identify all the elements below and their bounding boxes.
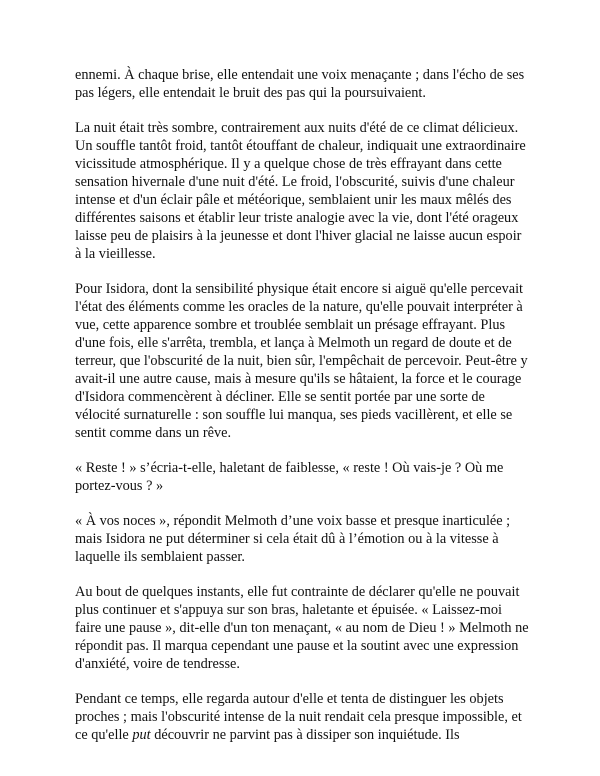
- paragraph-7-italic-word: put: [132, 727, 151, 743]
- paragraph-5: « À vos noces », répondit Melmoth d’une voix basse et presque inarticulée ; mais Isidora ne put déterminer si cela était dû à l’émotion ou à la vitesse à laquelle ils semblaient passer.: [75, 513, 511, 565]
- paragraph-6: Au bout de quelques instants, elle fut contrainte de déclarer qu'elle ne pouvait plus continuer et s'appuya sur son bras, haletante et épuisée. « Laissez-moi faire une pause », dit-elle d'un ton menaçant, « au nom de Dieu ! » Melmoth ne répondit pas. Il marqua cependant une pause et la soutint avec une expression d'anxiété, voire de tendresse.: [75, 584, 529, 672]
- paragraph-2: La nuit était très sombre, contrairement aux nuits d'été de ce climat délicieux. Un souffle tantôt froid, tantôt étouffant de chaleur, indiquait une extraordinaire vicissitude atmosphérique. Il y a quelque chose de très effrayant dans cette sensation hivernale d'une nuit d'été. Le froid, l'obscurité, suivis d'une chaleur intense et d'un éclair pâle et météorique, semblaient unir les maux mêlés des différentes saisons et établir leur triste analogie avec la vie, dont l'été orageux laisse peu de plaisirs à la jeunesse et dont l'hiver glacial ne laisse aucun espoir à la vieillesse.: [75, 120, 526, 262]
- paragraph-3: Pour Isidora, dont la sensibilité physique était encore si aiguë qu'elle percevait l'état des éléments comme les oracles de la nature, qu'elle pouvait interpréter à vue, cette apparence sombre et troublée semblait un présage effrayant. Plus d'une fois, elle s'arrêta, trembla, et lança à Melmoth un regard de doute et de terreur, que l'obscurité de la nuit, bien sûr, l'empêchait de percevoir. Peut-être y avait-il une autre cause, mais à mesure qu'ils se hâtaient, la force et le courage d'Isidora commencèrent à décliner. Elle se sentit portée par une sorte de vélocité surnaturelle : son souffle lui manqua, ses pieds vacillèrent, et elle se sentit comme dans un rêve.: [75, 281, 528, 441]
- body-text: [75, 66, 531, 761]
- paragraph-7-text-after: découvrir ne parvint pas à dissiper son inquiétude. Ils: [150, 727, 460, 743]
- paragraph-1: ennemi. À chaque brise, elle entendait une voix menaçante ; dans l'écho de ses pas légers, elle entendait le bruit des pas qui la poursuivaient.: [75, 67, 525, 101]
- paragraph-7: [75, 690, 531, 744]
- paragraph-4: « Reste ! » s’écria-t-elle, haletant de faiblesse, « reste ! Où vais-je ? Où me portez-vous ? »: [75, 460, 504, 494]
- paragraph-7-text-before: Pendant ce temps, elle regarda autour d'elle et tenta de distinguer les objets proches ; mais l'obscurité intense de la nuit rendait cela presque impossible, et ce qu'elle: [75, 691, 522, 743]
